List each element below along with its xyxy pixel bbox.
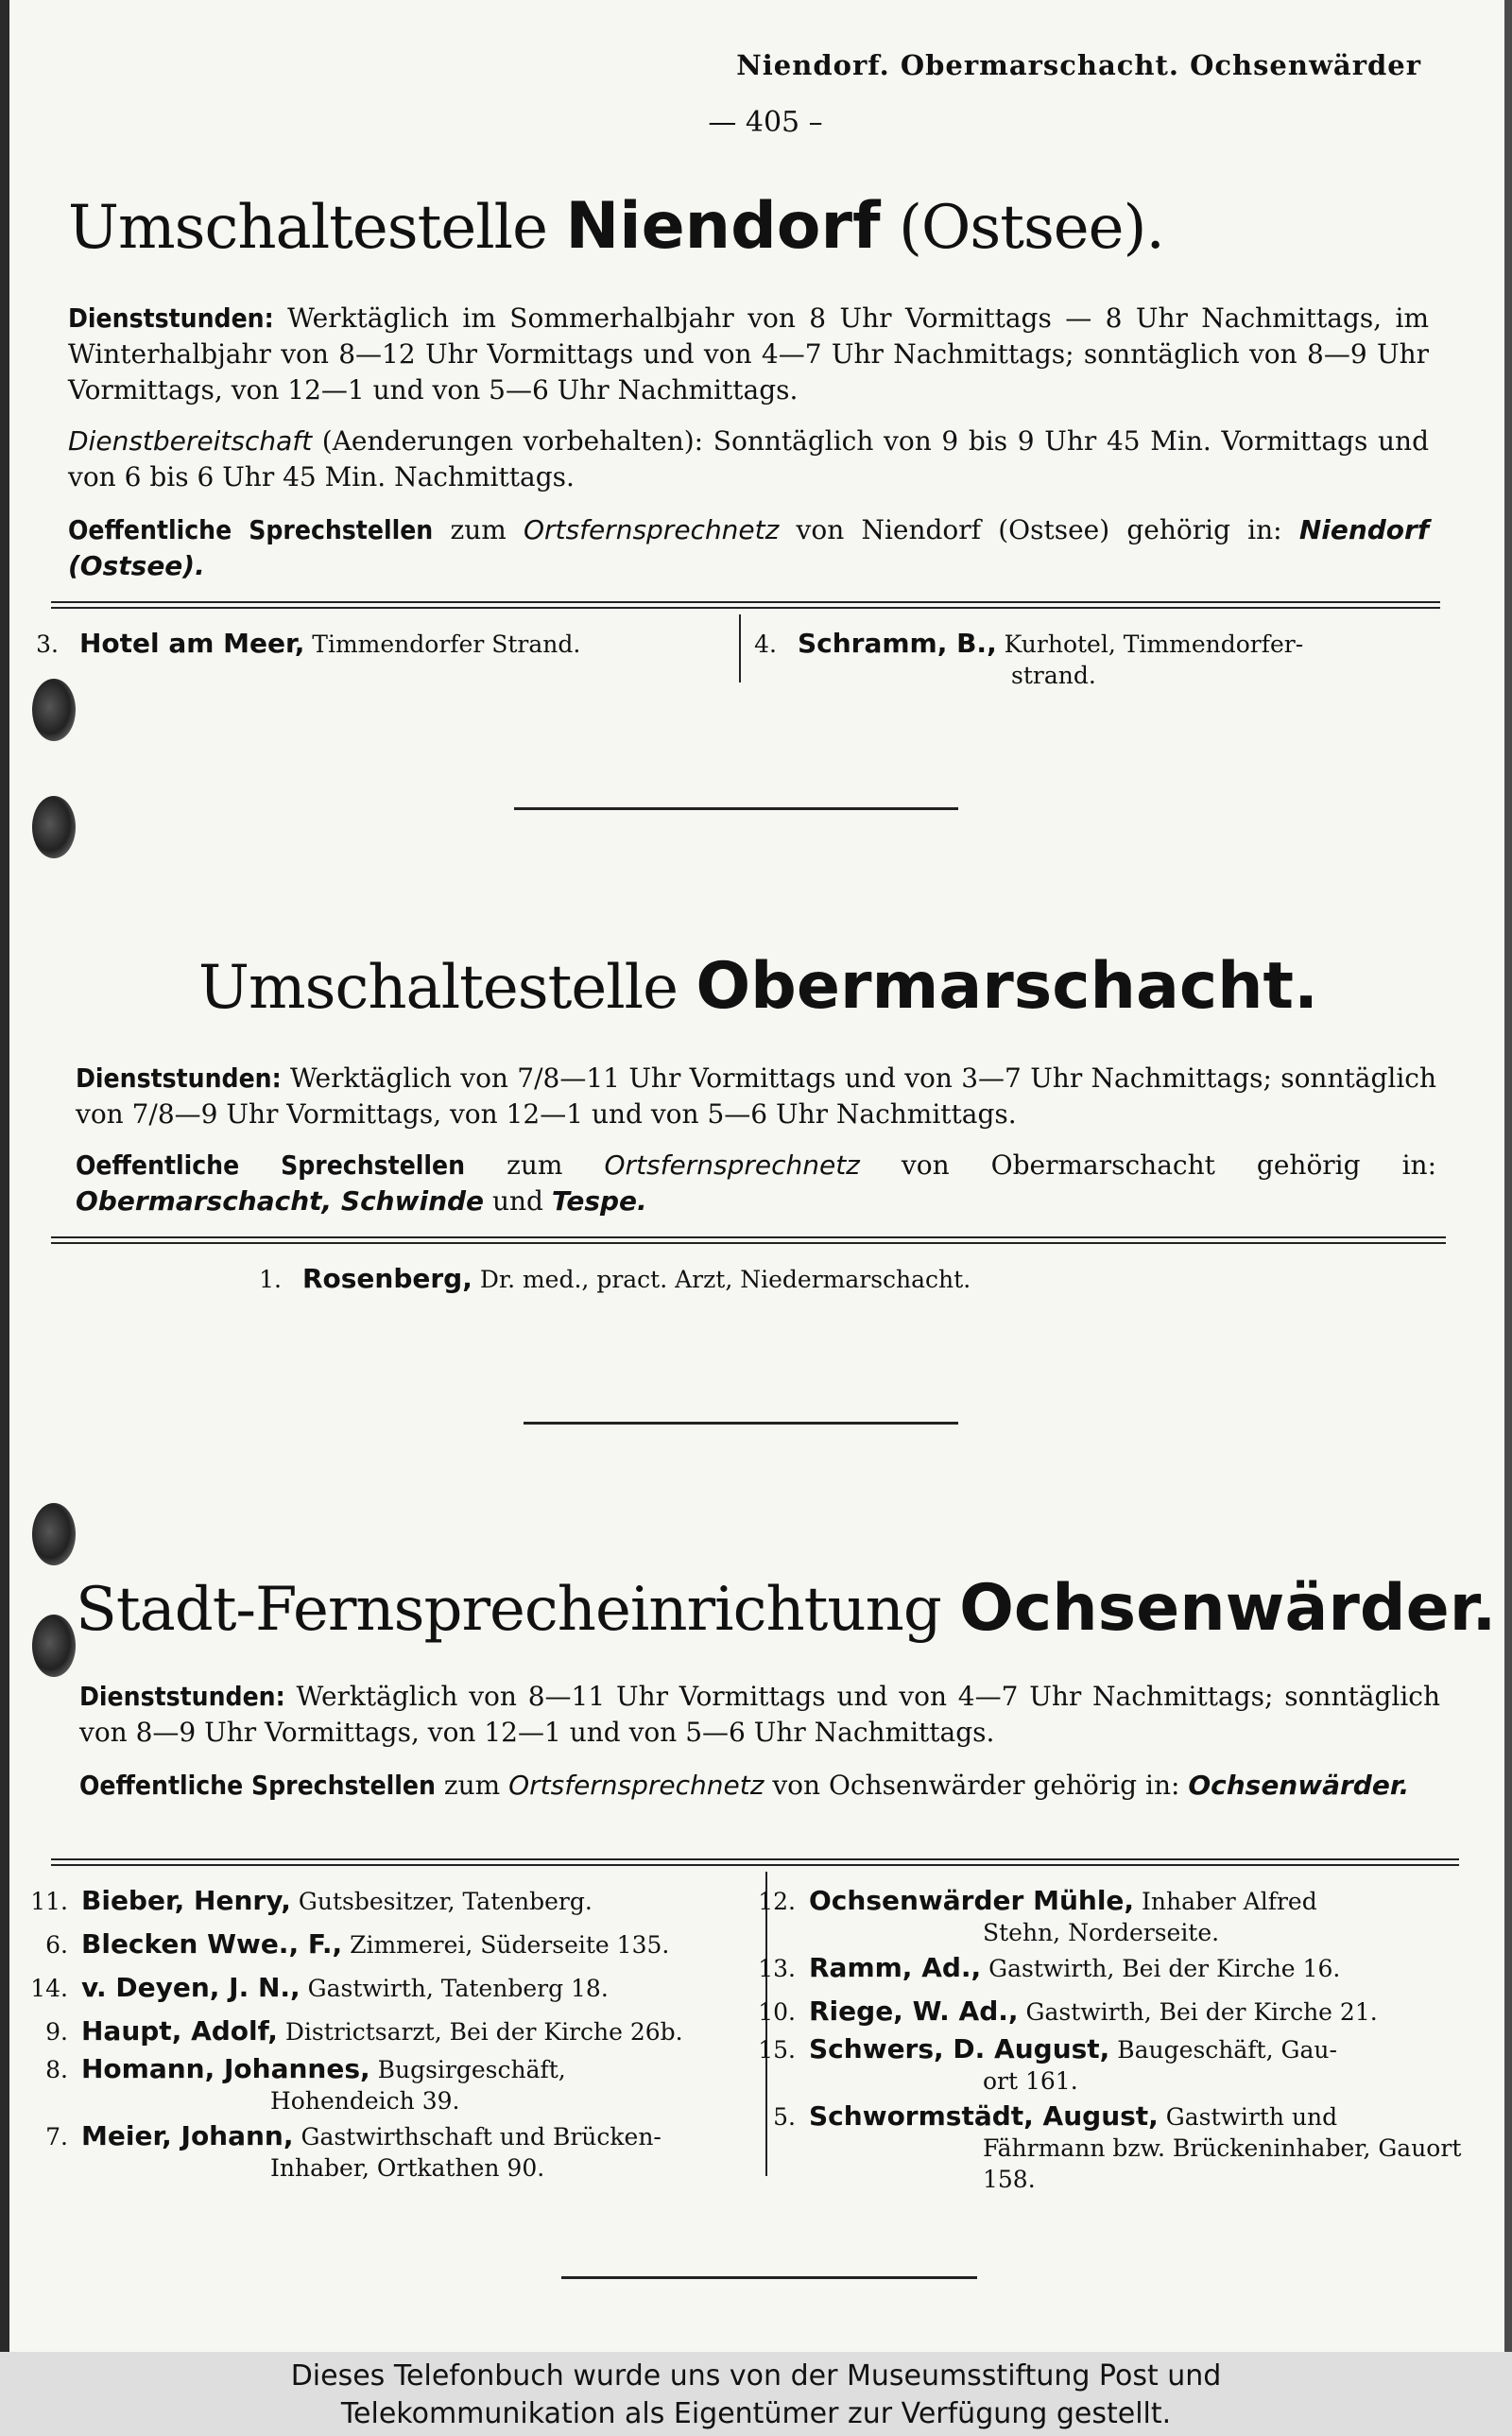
obermarschacht-title: Umschaltestelle Obermarschacht.: [198, 949, 1318, 1024]
list-item: 9. Haupt, Adolf, Districtsarzt, Bei der Kirche 26b.: [45, 2015, 683, 2047]
list-item: 11. Bieber, Henry, Gutsbesitzer, Tatenberg.: [30, 1885, 593, 1916]
binding-hole: [32, 796, 76, 858]
list-item: 8. Homann, Johannes, Bugsirgeschäft, Hohendeich 39.: [45, 2053, 566, 2115]
niendorf-dienststunden: Dienststunden: Werktäglich im Sommerhalbjahr von 8 Uhr Vormittags — 8 Uhr Nachmittags, im Winterhalbjahr von 8—12 Uhr Vormittags und von 4—7 Uhr Nachmittags; sonntäglich von 8—9 Uhr Vormittags, von 12—1 und von 5—6 Uhr Nachmittags.: [68, 302, 1429, 406]
list-item: 5. Schwormstädt, August, Gastwirth und Fährmann bzw. Brückeninhaber, Gauort 158.: [773, 2100, 1462, 2193]
ochsenwaerder-sprechstellen: Oeffentliche Sprechstellen zum Ortsfernsprechnetz von Ochsenwärder gehörig in: Ochsenwärder.: [79, 1770, 1410, 1801]
list-item: 4. Schramm, B., Kurhotel, Timmendorfer- strand.: [754, 628, 1304, 689]
list-item: 12. Ochsenwärder Mühle, Inhaber Alfred Stehn, Norderseite.: [758, 1885, 1317, 1946]
binding-hole: [32, 1615, 76, 1677]
niendorf-divider: [51, 601, 1440, 609]
page-number: — 405 –: [708, 106, 823, 139]
niendorf-list-right: [728, 628, 1446, 691]
running-header: Niendorf. Obermarschacht. Ochsenwärder: [736, 49, 1421, 81]
list-item: 14. v. Deyen, J. N., Gastwirth, Tatenberg 18.: [30, 1972, 609, 2003]
list-item: 13. Ramm, Ad., Gastwirth, Bei der Kirche 16.: [758, 1952, 1341, 1983]
list-item: 7. Meier, Johann, Gastwirthschaft und Brücken- Inhaber, Ortkathen 90.: [45, 2120, 662, 2182]
obermarschacht-dienststunden: Dienststunden: Werktäglich von 7/8—11 Uhr Vormittags und von 3—7 Uhr Nachmittags; sonntäglich von 7/8—9 Uhr Vormittags, von 12—1 und von 5—6 Uhr Nachmittags.: [76, 1063, 1436, 1130]
ochsenwaerder-list-right: [747, 1885, 1465, 2195]
section-end-rule: [561, 2276, 977, 2279]
obermarschacht-list: [232, 1263, 1366, 1295]
list-item: 3. Hotel am Meer, Timmendorfer Strand.: [36, 628, 581, 659]
niendorf-sprechstellen: Oeffentliche Sprechstellen zum Ortsfernsprechnetz von Niendorf (Ostsee) gehörig in: Niendorf (Ostsee).: [68, 514, 1430, 581]
footer-notice: Dieses Telefonbuch wurde uns von der Museumsstiftung Post und Telekommunikation als Eigentümer zur Verfügung gestellt.: [0, 2352, 1512, 2436]
binding-hole: [32, 679, 76, 741]
niendorf-dienstbereitschaft: Dienstbereitschaft (Aenderungen vorbehalten): Sonntäglich von 9 bis 9 Uhr 45 Min. Vormittags und von 6 bis 6 Uhr 45 Min. Nachmittags.: [68, 425, 1430, 492]
ochsenwaerder-dienststunden: Dienststunden: Werktäglich von 8—11 Uhr Vormittags und von 4—7 Uhr Nachmittags; sonntäglich von 8—9 Uhr Vormittags, von 12—1 und von 5—6 Uhr Nachmittags.: [79, 1681, 1440, 1748]
list-item: 6. Blecken Wwe., F., Zimmerei, Süderseite 135.: [45, 1928, 670, 1960]
list-item: 15. Schwers, D. August, Baugeschäft, Gau- ort 161.: [758, 2033, 1337, 2095]
list-item: 10. Riege, W. Ad., Gastwirth, Bei der Kirche 21.: [758, 1995, 1378, 2027]
niendorf-title: Umschaltestelle Niendorf (Ostsee).: [68, 189, 1164, 264]
list-item: 1. Rosenberg, Dr. med., pract. Arzt, Niedermarschacht.: [259, 1263, 971, 1294]
obermarschacht-sprechstellen: Oeffentliche Sprechstellen zum Ortsfernsprechnetz von Obermarschacht gehörig in: Obermarschacht, Schwinde und Tespe.: [76, 1149, 1437, 1217]
section-end-rule: [514, 807, 958, 810]
section-end-rule: [524, 1422, 958, 1425]
niendorf-list-left: [9, 628, 737, 660]
obermarschacht-divider: [51, 1236, 1446, 1244]
binding-hole: [32, 1503, 76, 1565]
ochsenwaerder-title: Stadt-Fernsprecheinrichtung Ochsenwärder.: [76, 1571, 1497, 1646]
ochsenwaerder-list-left: [19, 1885, 762, 2184]
ochsenwaerder-divider: [51, 1858, 1459, 1866]
